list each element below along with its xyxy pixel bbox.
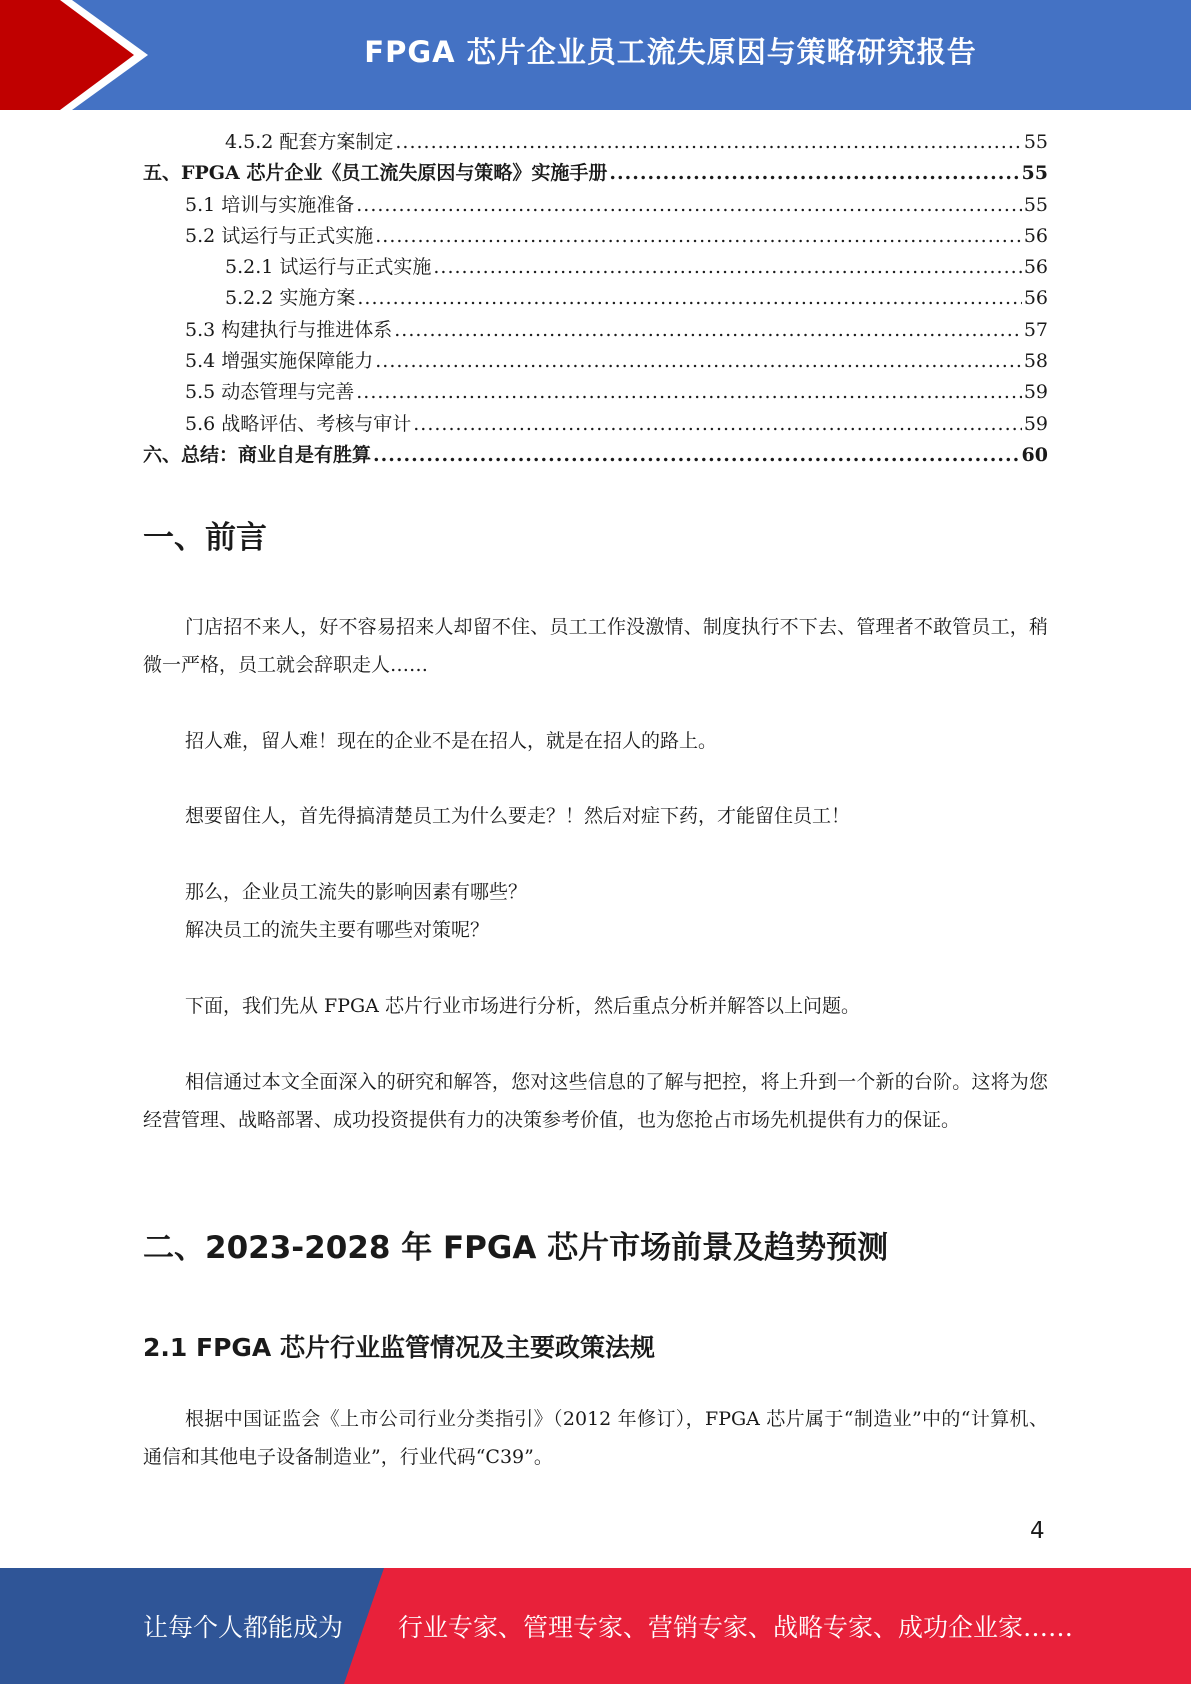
toc-entry[interactable] <box>143 283 1048 314</box>
toc-entry-page: 55 <box>1023 193 1048 216</box>
toc-leader <box>375 225 1022 247</box>
toc-leader <box>373 444 1020 466</box>
toc-entry-title: 五、FPGA 芯片企业《员工流失原因与策略》实施手册 <box>143 162 608 185</box>
toc-leader <box>356 381 1022 403</box>
toc-entry-page: 58 <box>1023 350 1048 373</box>
section-heading: 一、前言 <box>143 520 267 556</box>
toc-entry[interactable] <box>143 221 1048 252</box>
toc-entry-page: 56 <box>1023 224 1048 247</box>
toc-entry-page: 59 <box>1023 381 1048 404</box>
toc-leader <box>395 131 1021 153</box>
toc-entry-page: 55 <box>1021 162 1048 185</box>
body-paragraph: 解决员工的流失主要有哪些对策呢？ <box>185 919 490 941</box>
body-paragraph: 想要留住人，首先得搞清楚员工为什么要走？！然后对症下药，才能留住员工！ <box>185 805 851 827</box>
toc-entry-page: 59 <box>1023 412 1048 435</box>
page-number: 4 <box>1030 1518 1045 1544</box>
toc-entry[interactable] <box>143 158 1048 189</box>
toc-leader <box>433 256 1021 278</box>
toc-entry[interactable] <box>143 346 1048 377</box>
section-heading: 二、2023-2028 年 FPGA 芯片市场前景及趋势预测 <box>143 1230 889 1266</box>
footer-banner <box>0 1568 1191 1684</box>
toc-leader <box>375 350 1022 372</box>
toc-entry-title: 5.2 试运行与正式实施 <box>185 224 374 247</box>
table-of-contents <box>143 127 1048 471</box>
toc-entry-title: 六、总结：商业自是有胜算 <box>143 443 372 466</box>
toc-entry-page: 60 <box>1021 443 1048 466</box>
toc-leader <box>356 194 1022 216</box>
toc-leader <box>413 413 1022 435</box>
toc-entry-title: 5.2.1 试运行与正式实施 <box>225 256 432 279</box>
toc-leader <box>357 287 1021 309</box>
toc-entry[interactable] <box>143 127 1048 158</box>
body-paragraph: 下面，我们先从 FPGA 芯片行业市场进行分析，然后重点分析并解答以上问题。 <box>185 995 860 1017</box>
toc-leader <box>394 319 1022 341</box>
toc-entry-page: 55 <box>1023 131 1048 153</box>
toc-entry-title: 4.5.2 配套方案制定 <box>225 131 394 153</box>
toc-entry-title: 5.4 增强实施保障能力 <box>185 350 374 373</box>
toc-entry[interactable] <box>143 190 1048 221</box>
toc-entry[interactable] <box>143 315 1048 346</box>
body-paragraph: 招人难，留人难！现在的企业不是在招人，就是在招人的路上。 <box>185 730 718 752</box>
toc-entry[interactable] <box>143 409 1048 440</box>
toc-entry-title: 5.6 战略评估、考核与审计 <box>185 412 412 435</box>
body-paragraph: 门店招不来人，好不容易招来人却留不住、员工工作没激情、制度执行不下去、管理者不敢管员工，稍微一严格，员工就会辞职走人…… <box>143 616 1048 676</box>
chevron-arrow-icon <box>0 0 160 110</box>
toc-entry[interactable] <box>143 252 1048 283</box>
toc-entry-page: 57 <box>1023 318 1048 341</box>
toc-entry-title: 5.5 动态管理与完善 <box>185 381 355 404</box>
header-banner <box>0 0 1191 110</box>
report-title: FPGA 芯片企业员工流失原因与策略研究报告 <box>364 34 977 69</box>
toc-entry[interactable] <box>143 440 1048 471</box>
body-paragraph: 那么，企业员工流失的影响因素有哪些？ <box>185 881 528 903</box>
body-paragraph: 根据中国证监会《上市公司行业分类指引》（2012 年修订），FPGA 芯片属于“制造业”中的“计算机、通信和其他电子设备制造业”，行业代码“C39”。 <box>143 1408 1048 1468</box>
subsection-heading: 2.1 FPGA 芯片行业监管情况及主要政策法规 <box>143 1333 655 1362</box>
toc-leader <box>609 162 1019 184</box>
toc-entry-title: 5.1 培训与实施准备 <box>185 193 355 216</box>
toc-entry[interactable] <box>143 377 1048 408</box>
toc-entry-page: 56 <box>1023 287 1048 310</box>
body-paragraph: 相信通过本文全面深入的研究和解答，您对这些信息的了解与把控，将上升到一个新的台阶。这将为您经营管理、战略部署、成功投资提供有力的决策参考价值，也为您抢占市场先机提供有力的保证。 <box>143 1071 1048 1131</box>
toc-entry-title: 5.3 构建执行与推进体系 <box>185 318 393 341</box>
footer-slogan-left: 让每个人都能成为 <box>143 1613 344 1642</box>
toc-entry-title: 5.2.2 实施方案 <box>225 287 356 310</box>
toc-entry-page: 56 <box>1023 256 1048 279</box>
footer-slogan-right: 行业专家、管理专家、营销专家、战略专家、成功企业家…… <box>398 1613 1074 1642</box>
